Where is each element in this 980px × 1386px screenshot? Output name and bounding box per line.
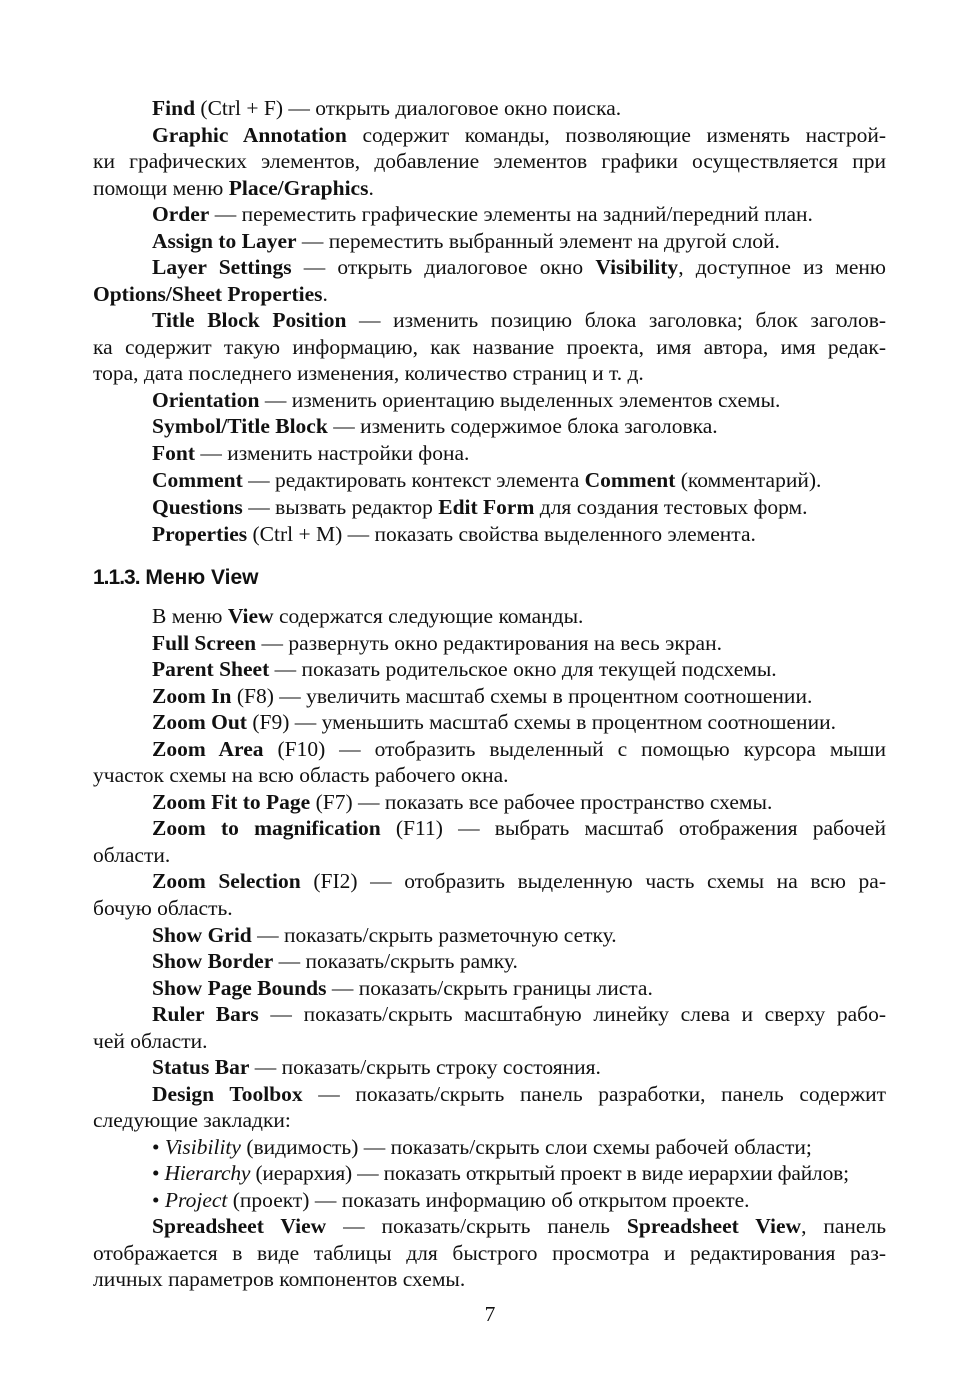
zoom-magnification-line: Zoom to magnification (F11) — выбрать масштаб отображения рабочей (152, 816, 886, 840)
zoom-in-line: Zoom In (F8) — увеличить масштаб схемы в процентном соотношении. (152, 684, 813, 708)
show-page-bounds-line: Show Page Bounds — показать/скрыть границы листа. (152, 976, 653, 1000)
spreadsheet-view-line: Spreadsheet View — показать/скрыть панель Spreadsheet View, панель (152, 1214, 887, 1238)
page-number: 7 (484, 1302, 496, 1326)
spreadsheet-view-line: личных параметров компонентов схемы. (93, 1267, 466, 1291)
symbol-title-block-line: Symbol/Title Block — изменить содержимое блока заголовка. (152, 414, 718, 438)
font-line: Font — изменить настройки фона. (152, 441, 470, 465)
full-screen-line: Full Screen — развернуть окно редактирования на весь экран. (152, 631, 722, 655)
graphic-annotation-line: Graphic Annotation содержит команды, позволяющие изменять настрой- (152, 123, 887, 147)
zoom-area-line: Zoom Area (F10) — отобразить выделенный с помощью курсора мыши (152, 737, 886, 761)
ruler-bars-line: чей области. (93, 1029, 208, 1053)
find-line: Find (Ctrl + F) — открыть диалоговое окно поиска. (152, 96, 622, 120)
show-grid-line: Show Grid — показать/скрыть разметочную сетку. (152, 923, 617, 947)
graphic-annotation-line: помощи меню Place/Graphics. (93, 176, 374, 200)
zoom-fit-line: Zoom Fit to Page (F7) — показать все рабочее пространство схемы. (152, 790, 773, 814)
list-item: • Hierarchy (иерархия) — показать открытый проект в виде иерархии файлов; (152, 1161, 849, 1185)
orientation-line: Orientation — изменить ориентацию выделенных элементов схемы. (152, 388, 781, 412)
design-toolbox-line: следующие закладки: (93, 1108, 291, 1132)
spreadsheet-view-line: отображается в виде таблицы для быстрого просмотра и редактирования раз- (93, 1241, 886, 1265)
ruler-bars-line: Ruler Bars — показать/скрыть масштабную линейку слева и сверху рабо- (152, 1002, 887, 1026)
list-item: • Visibility (видимость) — показать/скрыть слои схемы рабочей области; (152, 1135, 812, 1159)
title-block-position-line: тора, дата последнего изменения, количество страниц и т. д. (93, 361, 644, 385)
section-number: 1.1.3. (93, 566, 140, 589)
zoom-magnification-line: области. (93, 843, 171, 867)
zoom-selection-line: бочую область. (93, 896, 233, 920)
comment-line: Comment — редактировать контекст элемента Comment (комментарий). (152, 468, 822, 492)
zoom-out-line: Zoom Out (F9) — уменьшить масштаб схемы в процентном соотношении. (152, 710, 836, 734)
order-line: Order — переместить графические элементы на задний/передний план. (152, 202, 813, 226)
properties-line: Properties (Ctrl + M) — показать свойства выделенного элемента. (152, 522, 756, 546)
layer-settings-line: Layer Settings — открыть диалоговое окно Visibility, доступное из меню (152, 255, 886, 279)
assign-to-layer-line: Assign to Layer — переместить выбранный элемент на другой слой. (152, 229, 780, 253)
section-title: Меню View (145, 566, 259, 589)
title-block-position-line: ка содержит такую информацию, как название проекта, имя автора, имя редак- (93, 335, 886, 359)
show-border-line: Show Border — показать/скрыть рамку. (152, 949, 518, 973)
parent-sheet-line: Parent Sheet — показать родительское окно для текущей подсхемы. (152, 657, 777, 681)
zoom-area-line: участок схемы на всю область рабочего окна. (93, 763, 509, 787)
title-block-position-line: Title Block Position — изменить позицию блока заголовка; блок заголов- (152, 308, 887, 332)
list-item: • Project (проект) — показать информацию об открытом проекте. (152, 1188, 750, 1212)
zoom-selection-line: Zoom Selection (FI2) — отобразить выделенную часть схемы на всю ра- (152, 869, 886, 893)
questions-line: Questions — вызвать редактор Edit Form для создания тестовых форм. (152, 495, 808, 519)
section-heading (93, 563, 259, 593)
status-bar-line: Status Bar — показать/скрыть строку состояния. (152, 1055, 601, 1079)
graphic-annotation-line: ки графических элементов, добавление элементов графики осуществляется при (93, 149, 886, 173)
layer-settings-line: Options/Sheet Properties. (93, 282, 328, 306)
view-intro-line: В меню View содержатся следующие команды. (152, 604, 584, 628)
design-toolbox-line: Design Toolbox — показать/скрыть панель разработки, панель содержит (152, 1082, 886, 1106)
